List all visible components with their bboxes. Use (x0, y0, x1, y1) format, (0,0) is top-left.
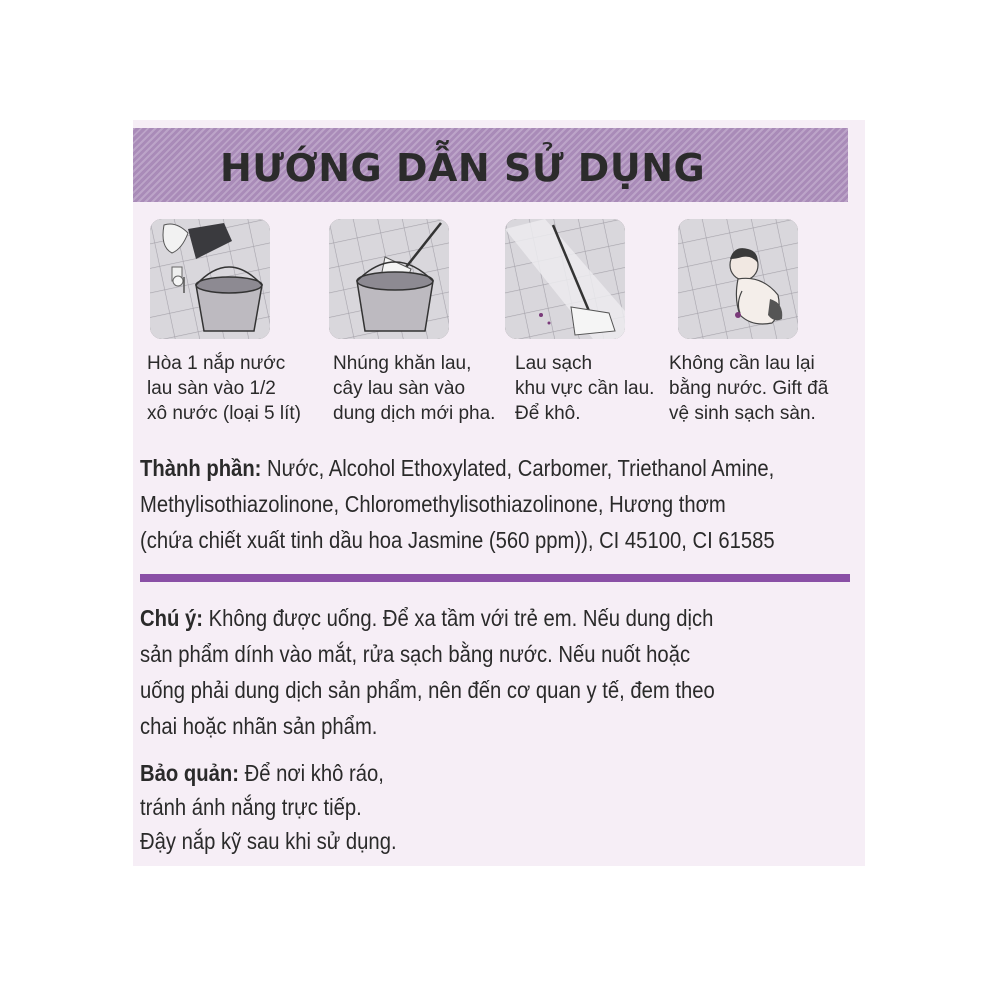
step-2-line-2: cây lau sàn vào (333, 378, 466, 399)
ingredients-label: Thành phần: (140, 455, 262, 481)
ingredients-line-3: (chứa chiết xuất tinh dầu hoa Jasmine (560 ppm)), CI 45100, CI 61585 (140, 527, 775, 553)
storage-line-3: Đậy nắp kỹ sau khi sử dụng. (140, 828, 397, 854)
step-4-line-3: vệ sinh sạch sàn. (669, 403, 816, 424)
step-1-text (147, 351, 301, 426)
step-4-line-2: bằng nước. Gift đã (669, 378, 829, 399)
warning-line-1 (140, 600, 715, 636)
step-2-line-1: Nhúng khăn lau, (333, 353, 472, 374)
step-3-line-1: Lau sạch (515, 353, 593, 374)
warning-text-1: Không được uống. Để xa tầm với trẻ em. Nếu dung dịch (202, 605, 714, 631)
step-1-line-3: xô nước (loại 5 lít) (147, 403, 302, 424)
step-3-line-3: Để khô. (515, 403, 581, 424)
storage-text-1: Để nơi khô ráo, (238, 760, 384, 786)
ingredients-line-2: Methylisothiazolinone, Chloromethylisothiazolinone, Hương thơm (140, 491, 726, 517)
step-3-text (515, 351, 654, 426)
step-1-line-2: lau sàn vào 1/2 (147, 378, 276, 399)
warning-line-3: uống phải dung dịch sản phẩm, nên đến cơ quan y tế, đem theo (140, 677, 715, 703)
pour-into-bucket-illustration (150, 219, 270, 339)
step-1-line-1: Hòa 1 nắp nước (147, 353, 286, 374)
warning-section (140, 600, 715, 744)
mop-in-bucket-illustration (329, 219, 449, 339)
child-on-floor-illustration (678, 219, 798, 339)
step-4-line-1: Không cần lau lại (669, 353, 815, 374)
storage-line-1 (140, 756, 397, 790)
page-title: HƯỚNG DẪN SỬ DỤNG (220, 146, 706, 190)
mop-floor-illustration (505, 219, 625, 339)
storage-line-2: tránh ánh nắng trực tiếp. (140, 794, 362, 820)
ingredients-line-1 (140, 450, 775, 486)
step-2-line-3: dung dịch mới pha. (333, 403, 496, 424)
ingredients-section (140, 450, 775, 558)
storage-label: Bảo quản: (140, 760, 239, 786)
warning-line-2: sản phẩm dính vào mắt, rửa sạch bằng nước. Nếu nuốt hoặc (140, 641, 691, 667)
step-4-text (669, 351, 828, 426)
step-2-text (333, 351, 495, 426)
step-3-line-2: khu vực cần lau. (515, 378, 655, 399)
storage-section (140, 756, 397, 858)
warning-line-4: chai hoặc nhãn sản phẩm. (140, 713, 378, 739)
warning-label: Chú ý: (140, 605, 203, 631)
section-divider (140, 574, 850, 582)
ingredients-text-1: Nước, Alcohol Ethoxylated, Carbomer, Triethanol Amine, (261, 455, 775, 481)
